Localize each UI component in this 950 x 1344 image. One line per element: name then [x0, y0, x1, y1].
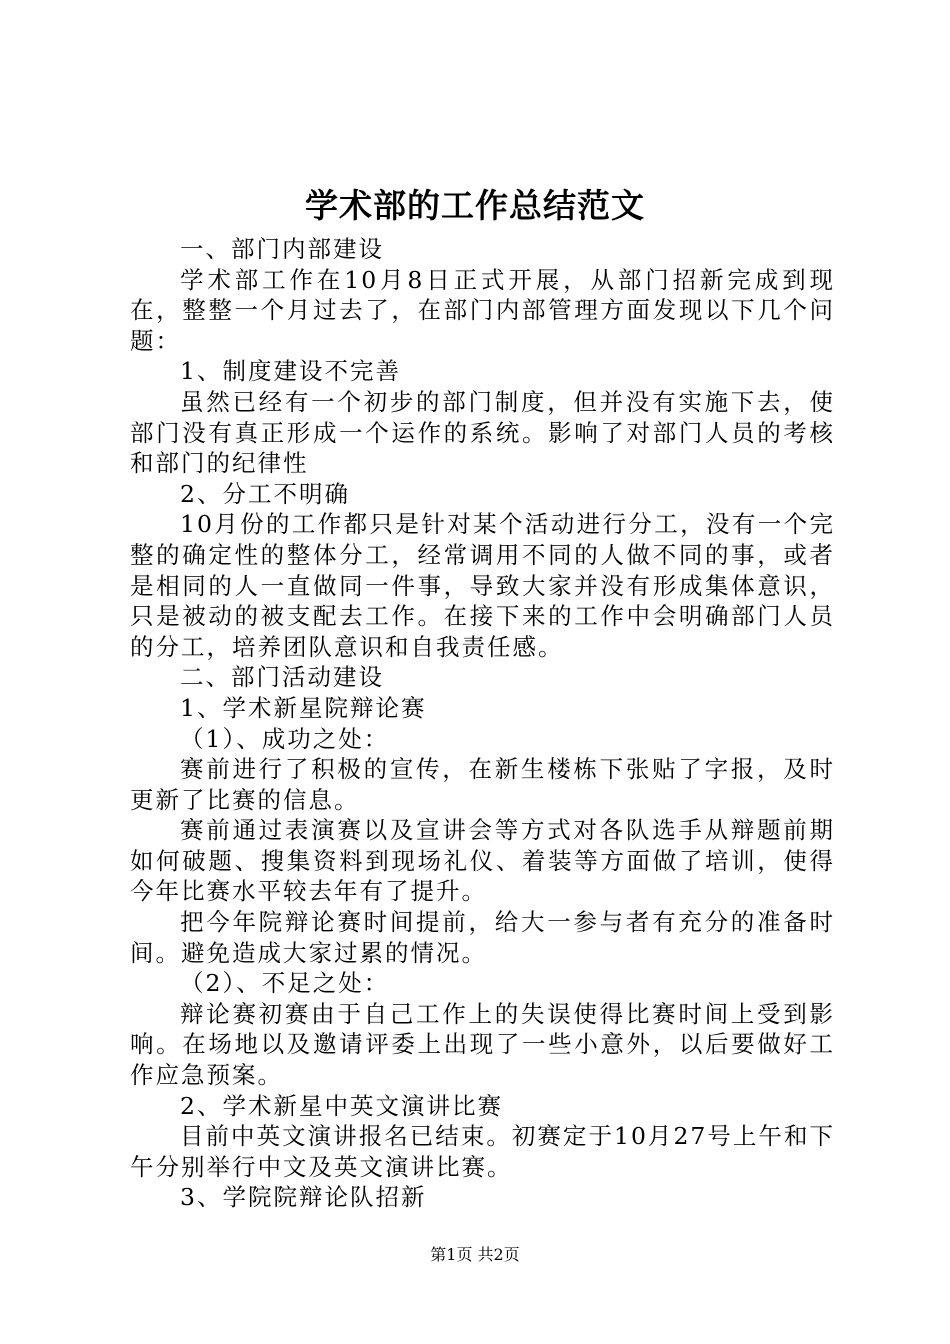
paragraph: 辩论赛初赛由于自己工作上的失误使得比赛时间上受到影响。在场地以及邀请评委上出现了一些小意外，以后要做好工作应急预案。: [130, 999, 835, 1090]
paragraph: 把今年院辩论赛时间提前，给大一参与者有充分的准备时间。避免造成大家过累的情况。: [130, 908, 835, 967]
subsection-heading: 2、学术新星中英文演讲比赛: [180, 1091, 503, 1120]
subsection-heading: 1、学术新星院辩论赛: [180, 693, 427, 722]
paragraph: 学术部工作在10月8日正式开展，从部门招新完成到现在，整整一个月过去了，在部门内部管理方面发现以下几个问题：: [130, 265, 835, 355]
sub-subsection-heading: （2）、不足之处：: [180, 969, 390, 998]
paragraph: 10月份的工作都只是针对某个活动进行分工，没有一个完整的确定性的整体分工，经常调用不同的人做不同的事，或者是相同的人一直做同一件事，导致大家并没有形成集体意识，只是被动的被支配去工作。在接下来的工作中会明确部门人员的分工，培养团队意识和自我责任感。: [130, 510, 835, 661]
section-heading: 二、部门活动建设: [180, 663, 384, 692]
paragraph: 目前中英文演讲报名已结束。初赛定于10月27号上午和下午分别举行中文及英文演讲比赛。: [130, 1122, 835, 1181]
document-body: [130, 234, 835, 1213]
subsection-heading: 3、学院院辩论队招新: [180, 1183, 427, 1212]
section-heading: 一、部门内部建设: [180, 235, 384, 263]
page-footer: 第1页 共2页: [430, 1245, 520, 1264]
subsection-heading: 1、制度建设不完善: [180, 357, 401, 386]
sub-subsection-heading: （1）、成功之处：: [180, 724, 390, 753]
document-title: 学术部的工作总结范文: [305, 186, 645, 225]
paragraph: 赛前进行了积极的宣传，在新生楼栋下张贴了字报，及时更新了比赛的信息。: [130, 755, 835, 814]
paragraph: 赛前通过表演赛以及宣讲会等方式对各队选手从辩题前期如何破题、搜集资料到现场礼仪、着装等方面做了培训，使得今年比赛水平较去年有了提升。: [130, 816, 835, 906]
subsection-heading: 2、分工不明确: [180, 479, 350, 508]
paragraph: 虽然已经有一个初步的部门制度，但并没有实施下去，使部门没有真正形成一个运作的系统。影响了对部门人员的考核和部门的纪律性: [130, 387, 835, 478]
